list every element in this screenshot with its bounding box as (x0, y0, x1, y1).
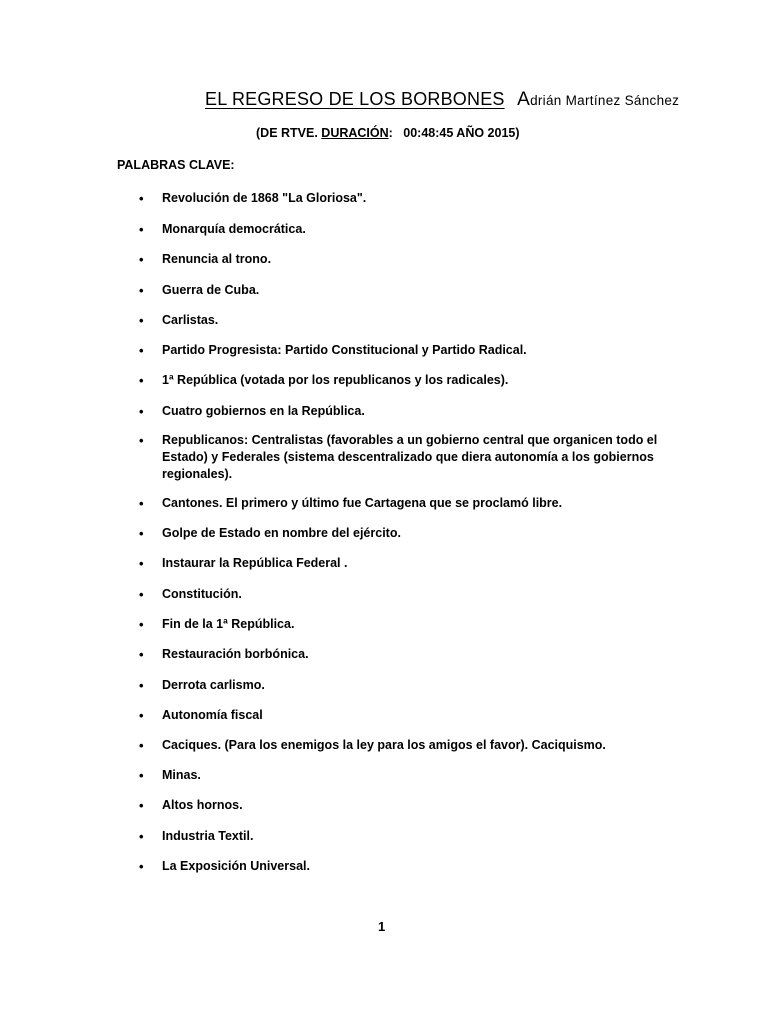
bullet-icon: • (139, 829, 144, 844)
keyword-item (139, 495, 682, 512)
bullet-icon: • (139, 373, 144, 388)
bullet-icon: • (139, 798, 144, 813)
bullet-icon: • (139, 556, 144, 571)
bullet-icon: • (139, 191, 144, 206)
bullet-icon: • (139, 283, 144, 298)
keyword-text: Guerra de Cuba. (162, 283, 260, 297)
keyword-item (139, 828, 682, 845)
duration-and-year: 00:48:45 AÑO 2015) (392, 126, 520, 140)
keyword-text: Monarquía democrática. (162, 222, 306, 236)
keyword-item (139, 616, 682, 633)
document-title-line (205, 89, 679, 111)
keyword-text: Fin de la 1ª República. (162, 617, 295, 631)
keyword-text: Cantones. El primero y último fue Cartagena que se proclamó libre. (162, 496, 563, 510)
keyword-item (139, 737, 682, 754)
keyword-item (139, 221, 682, 238)
keyword-text: Republicanos: Centralistas (favorables a un gobierno central que organicen todo el Estado) y Federales (sistema descentralizado que diera autonomía a los gobiernos regionales). (162, 433, 658, 481)
bullet-icon: • (139, 859, 144, 874)
bullet-icon: • (139, 647, 144, 662)
source-prefix: (DE RTVE. (256, 126, 322, 140)
page-number: 1 (378, 919, 386, 934)
bullet-icon: • (139, 617, 144, 632)
keyword-item (139, 646, 682, 663)
keyword-item (139, 251, 682, 268)
keyword-text: Revolución de 1868 "La Gloriosa". (162, 191, 367, 205)
bullet-icon: • (139, 768, 144, 783)
bullet-icon: • (139, 738, 144, 753)
bullet-icon: • (139, 433, 144, 448)
keyword-item (139, 586, 682, 603)
keyword-text: Golpe de Estado en nombre del ejército. (162, 526, 401, 540)
keyword-item (139, 797, 682, 814)
keyword-text: Autonomía fiscal (162, 708, 263, 722)
keyword-text: La Exposición Universal. (162, 859, 310, 873)
keyword-text: Carlistas. (162, 313, 219, 327)
keyword-item (139, 372, 682, 389)
keyword-item (139, 555, 682, 572)
source-line (256, 126, 520, 140)
bullet-icon: • (139, 343, 144, 358)
bullet-icon: • (139, 404, 144, 419)
author-name-rest: drián Martínez Sánchez (530, 93, 680, 108)
bullet-icon: • (139, 678, 144, 693)
keyword-item (139, 767, 682, 784)
keyword-item (139, 677, 682, 694)
bullet-icon: • (139, 222, 144, 237)
bullet-icon: • (139, 708, 144, 723)
keyword-text: Industria Textil. (162, 829, 254, 843)
keyword-text: Derrota carlismo. (162, 678, 265, 692)
keyword-item (139, 707, 682, 724)
bullet-icon: • (139, 496, 144, 511)
keyword-item (139, 282, 682, 299)
bullet-icon: • (139, 526, 144, 541)
keyword-text: Cuatro gobiernos en la República. (162, 404, 365, 418)
keyword-text: Constitución. (162, 587, 242, 601)
keyword-text: Renuncia al trono. (162, 252, 272, 266)
keyword-item (139, 858, 682, 875)
keyword-item (139, 190, 682, 207)
document-title: EL REGRESO DE LOS BORBONES (205, 89, 505, 109)
keyword-item (139, 432, 682, 483)
keyword-item (139, 342, 682, 359)
keyword-text: Caciques. (Para los enemigos la ley para los amigos el favor). Caciquismo. (162, 738, 606, 752)
bullet-icon: • (139, 252, 144, 267)
keyword-text: Partido Progresista: Partido Constitucional y Partido Radical. (162, 343, 527, 357)
keywords-heading: PALABRAS CLAVE: (117, 158, 235, 172)
keyword-item (139, 525, 682, 542)
duration-colon: : (388, 126, 393, 140)
keyword-text: Altos hornos. (162, 798, 243, 812)
keyword-text: Instaurar la República Federal . (162, 556, 348, 570)
keyword-text: Restauración borbónica. (162, 647, 309, 661)
bullet-icon: • (139, 313, 144, 328)
author-initial: A (517, 89, 531, 110)
keyword-text: Minas. (162, 768, 201, 782)
keyword-item (139, 312, 682, 329)
duration-label: DURACIÓN (321, 126, 389, 140)
bullet-icon: • (139, 587, 144, 602)
author-name (517, 89, 680, 110)
keyword-item (139, 403, 682, 420)
keyword-text: 1ª República (votada por los republicanos y los radicales). (162, 373, 509, 387)
